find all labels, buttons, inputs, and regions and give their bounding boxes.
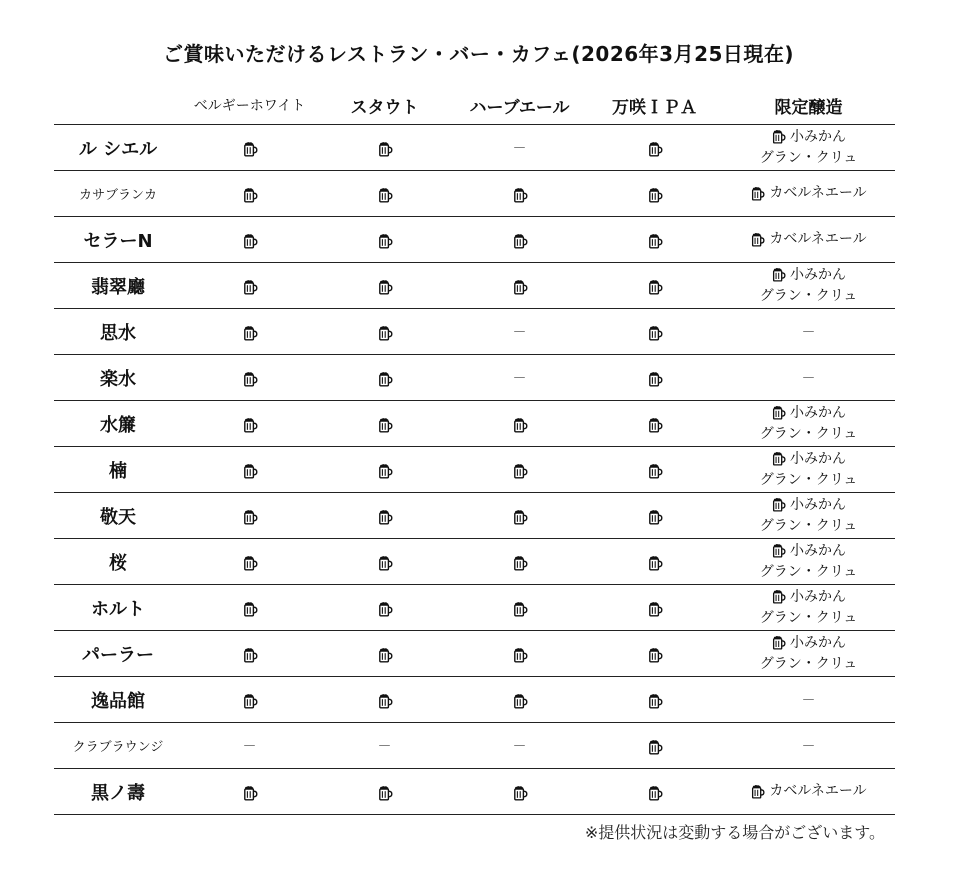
- cell-belgian-white: [182, 447, 317, 493]
- cell-herb-ale: [452, 723, 587, 769]
- beer-mug-icon: [647, 647, 663, 663]
- beer-mug-icon: [512, 555, 528, 571]
- beer-mug-icon: [377, 417, 393, 433]
- venue-name: 黒ノ壽: [54, 769, 182, 815]
- table-row: [54, 309, 895, 355]
- limited-beer: [722, 403, 895, 445]
- beer-mug-icon: [242, 233, 258, 249]
- limited-beer-name: 小みかん: [790, 128, 846, 145]
- cell-stout: [317, 585, 452, 631]
- column-header-belgian-white: ベルギーホワイト: [182, 86, 317, 125]
- cell-belgian-white: [182, 125, 317, 171]
- beer-mug-icon: [377, 785, 393, 801]
- cell-limited: [722, 723, 895, 769]
- cell-belgian-white: [182, 539, 317, 585]
- beer-mug-icon: [512, 463, 528, 479]
- footnote: ※提供状況は変動する場合がございます。: [584, 823, 885, 842]
- beer-mug-icon: [377, 325, 393, 341]
- table-row: [54, 493, 895, 539]
- table-row: [54, 769, 895, 815]
- cell-herb-ale: [452, 125, 587, 171]
- table-row: [54, 217, 895, 263]
- limited-beer: [722, 449, 895, 491]
- cell-ipa: [587, 493, 722, 539]
- beer-mug-icon: [242, 325, 258, 341]
- not-available-dash: －: [512, 370, 527, 387]
- cell-limited: [722, 401, 895, 447]
- cell-ipa: [587, 263, 722, 309]
- beer-mug-icon: [242, 555, 258, 571]
- beer-mug-icon: [512, 693, 528, 709]
- beer-mug-icon: [647, 279, 663, 295]
- limited-beer-name: カベルネエール: [769, 783, 867, 799]
- beer-mug-icon: [647, 187, 663, 203]
- cell-stout: [317, 723, 452, 769]
- beer-mug-icon: [771, 543, 786, 558]
- cell-ipa: [587, 447, 722, 493]
- beer-mug-icon: [771, 635, 786, 650]
- beer-mug-icon: [647, 463, 663, 479]
- limited-beer-name-line2: グラン・クリュ: [759, 609, 858, 626]
- table-row: [54, 125, 895, 171]
- cell-herb-ale: [452, 539, 587, 585]
- table-row: [54, 585, 895, 631]
- cell-stout: [317, 677, 452, 723]
- cell-limited: [722, 631, 895, 677]
- limited-beer-name: 小みかん: [790, 450, 846, 467]
- limited-beer-name: 小みかん: [790, 404, 846, 421]
- cell-belgian-white: [182, 309, 317, 355]
- table-row: [54, 677, 895, 723]
- cell-ipa: [587, 539, 722, 585]
- beer-mug-icon: [750, 784, 765, 799]
- table-row: [54, 263, 895, 309]
- not-available-dash: －: [801, 324, 816, 341]
- venue-name: 翡翠廳: [54, 263, 182, 309]
- not-available-dash: －: [801, 692, 816, 709]
- cell-herb-ale: [452, 217, 587, 263]
- beer-mug-icon: [377, 141, 393, 157]
- beer-mug-icon: [647, 233, 663, 249]
- beer-mug-icon: [750, 232, 765, 247]
- beer-mug-icon: [771, 497, 786, 512]
- cell-herb-ale: [452, 585, 587, 631]
- column-header-stout: スタウト: [317, 86, 452, 125]
- cell-ipa: [587, 769, 722, 815]
- venue-name: カサブランカ: [54, 171, 182, 217]
- beer-mug-icon: [377, 463, 393, 479]
- cell-herb-ale: [452, 769, 587, 815]
- table-row: [54, 355, 895, 401]
- beer-mug-icon: [750, 186, 765, 201]
- table-row: [54, 401, 895, 447]
- cell-limited: [722, 585, 895, 631]
- not-available-dash: －: [801, 370, 816, 387]
- venue-column-header: [54, 86, 182, 125]
- cell-ipa: [587, 309, 722, 355]
- cell-limited: [722, 769, 895, 815]
- venue-name: 楠: [54, 447, 182, 493]
- not-available-dash: －: [512, 738, 527, 755]
- cell-stout: [317, 401, 452, 447]
- limited-beer: [722, 781, 895, 802]
- beer-mug-icon: [647, 325, 663, 341]
- column-header-ipa: 万咲ＩＰＡ: [587, 86, 722, 125]
- not-available-dash: －: [377, 738, 392, 755]
- beer-mug-icon: [242, 647, 258, 663]
- beer-mug-icon: [771, 267, 786, 282]
- beer-mug-icon: [512, 417, 528, 433]
- beer-mug-icon: [242, 417, 258, 433]
- cell-belgian-white: [182, 263, 317, 309]
- table-row: [54, 723, 895, 769]
- beer-mug-icon: [647, 141, 663, 157]
- cell-ipa: [587, 585, 722, 631]
- cell-stout: [317, 171, 452, 217]
- cell-limited: [722, 309, 895, 355]
- cell-limited: [722, 355, 895, 401]
- cell-limited: [722, 493, 895, 539]
- cell-limited: [722, 539, 895, 585]
- cell-belgian-white: [182, 493, 317, 539]
- limited-beer-name: 小みかん: [790, 496, 846, 513]
- beer-mug-icon: [242, 693, 258, 709]
- cell-herb-ale: [452, 263, 587, 309]
- beer-mug-icon: [377, 647, 393, 663]
- cell-belgian-white: [182, 401, 317, 447]
- limited-beer: [722, 633, 895, 675]
- table-row: [54, 447, 895, 493]
- venue-name: 逸品館: [54, 677, 182, 723]
- cell-stout: [317, 355, 452, 401]
- beer-mug-icon: [242, 601, 258, 617]
- not-available-dash: －: [801, 738, 816, 755]
- venue-name: 楽水: [54, 355, 182, 401]
- limited-beer-name: 小みかん: [790, 542, 846, 559]
- table-row: [54, 539, 895, 585]
- beer-mug-icon: [647, 601, 663, 617]
- beer-mug-icon: [512, 509, 528, 525]
- cell-limited: [722, 263, 895, 309]
- beer-mug-icon: [377, 371, 393, 387]
- limited-beer-name: 小みかん: [790, 266, 846, 283]
- cell-ipa: [587, 171, 722, 217]
- beer-mug-icon: [512, 785, 528, 801]
- cell-ipa: [587, 125, 722, 171]
- beer-mug-icon: [377, 693, 393, 709]
- cell-belgian-white: [182, 355, 317, 401]
- beer-mug-icon: [647, 371, 663, 387]
- cell-stout: [317, 539, 452, 585]
- venue-name: 敬天: [54, 493, 182, 539]
- cell-ipa: [587, 723, 722, 769]
- cell-belgian-white: [182, 769, 317, 815]
- limited-beer-name: 小みかん: [790, 588, 846, 605]
- cell-herb-ale: [452, 677, 587, 723]
- cell-herb-ale: [452, 447, 587, 493]
- beer-mug-icon: [512, 233, 528, 249]
- beer-mug-icon: [242, 463, 258, 479]
- cell-herb-ale: [452, 631, 587, 677]
- venue-name: ル シエル: [54, 125, 182, 171]
- beer-mug-icon: [512, 279, 528, 295]
- beer-mug-icon: [771, 451, 786, 466]
- cell-ipa: [587, 217, 722, 263]
- limited-beer-name-line2: グラン・クリュ: [759, 655, 858, 672]
- cell-limited: [722, 217, 895, 263]
- limited-beer: [722, 127, 895, 169]
- beer-mug-icon: [242, 509, 258, 525]
- cell-ipa: [587, 677, 722, 723]
- cell-belgian-white: [182, 677, 317, 723]
- beer-mug-icon: [377, 601, 393, 617]
- cell-ipa: [587, 401, 722, 447]
- not-available-dash: －: [242, 738, 257, 755]
- beer-mug-icon: [771, 129, 786, 144]
- limited-beer-name-line2: グラン・クリュ: [759, 425, 858, 442]
- beer-mug-icon: [377, 187, 393, 203]
- beer-mug-icon: [647, 555, 663, 571]
- not-available-dash: －: [512, 324, 527, 341]
- column-header-herb-ale: ハーブエール: [452, 86, 587, 125]
- beer-mug-icon: [377, 509, 393, 525]
- limited-beer-name: カベルネエール: [769, 185, 867, 201]
- cell-herb-ale: [452, 355, 587, 401]
- venue-name: セラーN: [54, 217, 182, 263]
- limited-beer-name-line2: グラン・クリュ: [759, 517, 858, 534]
- limited-beer: [722, 495, 895, 537]
- limited-beer-name-line2: グラン・クリュ: [759, 149, 858, 166]
- beer-mug-icon: [377, 233, 393, 249]
- limited-beer-name: カベルネエール: [769, 231, 867, 247]
- venue-name: 桜: [54, 539, 182, 585]
- limited-beer: [722, 183, 895, 204]
- limited-beer: [722, 587, 895, 629]
- cell-herb-ale: [452, 171, 587, 217]
- cell-stout: [317, 125, 452, 171]
- beer-mug-icon: [242, 279, 258, 295]
- limited-beer-name-line2: グラン・クリュ: [759, 287, 858, 304]
- cell-stout: [317, 447, 452, 493]
- table-body: [54, 125, 895, 815]
- cell-limited: [722, 447, 895, 493]
- cell-herb-ale: [452, 309, 587, 355]
- limited-beer-name-line2: グラン・クリュ: [759, 471, 858, 488]
- venue-name: パーラー: [54, 631, 182, 677]
- beer-mug-icon: [647, 739, 663, 755]
- cell-stout: [317, 493, 452, 539]
- beer-mug-icon: [242, 187, 258, 203]
- beer-mug-icon: [771, 405, 786, 420]
- beer-mug-icon: [647, 693, 663, 709]
- venue-name: 思水: [54, 309, 182, 355]
- cell-stout: [317, 769, 452, 815]
- cell-belgian-white: [182, 171, 317, 217]
- beer-mug-icon: [242, 785, 258, 801]
- beer-mug-icon: [512, 601, 528, 617]
- cell-ipa: [587, 355, 722, 401]
- venue-name: 水簾: [54, 401, 182, 447]
- column-header-limited: 限定醸造: [722, 86, 895, 125]
- limited-beer: [722, 265, 895, 307]
- beer-mug-icon: [771, 589, 786, 604]
- venue-name: クラブラウンジ: [54, 723, 182, 769]
- venue-name: ホルト: [54, 585, 182, 631]
- cell-stout: [317, 263, 452, 309]
- cell-herb-ale: [452, 493, 587, 539]
- limited-beer-name: 小みかん: [790, 634, 846, 651]
- cell-limited: [722, 125, 895, 171]
- table-row: [54, 631, 895, 677]
- cell-limited: [722, 171, 895, 217]
- page-title: ご賞味いただけるレストラン・バー・カフェ(2026年3月25日現在): [162, 42, 795, 66]
- limited-beer: [722, 541, 895, 583]
- limited-beer: [722, 229, 895, 250]
- cell-belgian-white: [182, 217, 317, 263]
- beer-availability-table: [54, 86, 895, 815]
- beer-mug-icon: [242, 371, 258, 387]
- beer-mug-icon: [647, 785, 663, 801]
- beer-mug-icon: [647, 509, 663, 525]
- cell-stout: [317, 309, 452, 355]
- cell-ipa: [587, 631, 722, 677]
- not-available-dash: －: [512, 140, 527, 157]
- cell-belgian-white: [182, 585, 317, 631]
- beer-mug-icon: [512, 187, 528, 203]
- beer-mug-icon: [377, 279, 393, 295]
- cell-belgian-white: [182, 631, 317, 677]
- beer-mug-icon: [242, 141, 258, 157]
- cell-belgian-white: [182, 723, 317, 769]
- beer-mug-icon: [377, 555, 393, 571]
- cell-stout: [317, 631, 452, 677]
- beer-mug-icon: [647, 417, 663, 433]
- beer-mug-icon: [512, 647, 528, 663]
- limited-beer-name-line2: グラン・クリュ: [759, 563, 858, 580]
- cell-limited: [722, 677, 895, 723]
- table-row: [54, 171, 895, 217]
- table-header-row: [54, 86, 895, 125]
- cell-herb-ale: [452, 401, 587, 447]
- cell-stout: [317, 217, 452, 263]
